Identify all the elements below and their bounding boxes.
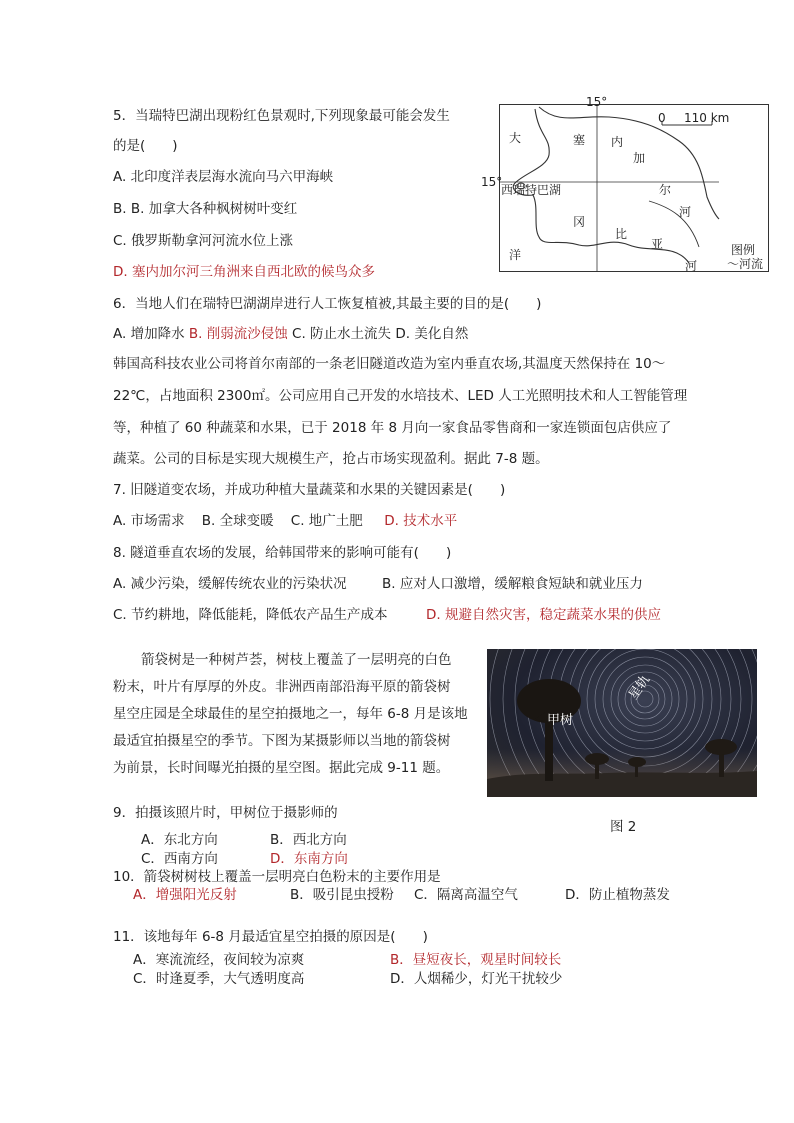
q7-options-row: [113, 509, 457, 529]
star-trail-photo: [487, 649, 757, 797]
map-label-da: 大: [509, 131, 522, 145]
q11-option-b-answer: B．昼短夜长，观星时间较长: [390, 952, 562, 968]
map-label-gang: 冈: [573, 215, 586, 229]
passage2-line4: 蔬菜。公司的目标是实现大规模生产，抢占市场实现盈利。据此 7-8 题。: [113, 451, 549, 467]
q9-option-a: A．东北方向: [141, 832, 218, 848]
q7-stem: 7. 旧隧道变农场，并成功种植大量蔬菜和水果的关键因素是( ): [113, 482, 506, 498]
q7-option-a: A. 市场需求: [113, 513, 185, 529]
map-latitude-label: 15°: [481, 175, 503, 189]
q10-stem: 10．箭袋树树枝上覆盖一层明亮白色粉末的主要作用是: [113, 869, 441, 885]
photo-caption: 图 2: [610, 819, 637, 835]
q8-option-a: A. 减少污染，缓解传统农业的污染状况: [113, 576, 347, 592]
q6-stem: 6．当地人们在瑞特巴湖湖岸进行人工恢复植被,其最主要的目的是( ): [113, 296, 542, 312]
q9-option-d-answer: D．东南方向: [270, 851, 348, 867]
map-label-yang: 洋: [509, 248, 522, 262]
q7-option-c: C. 地广土肥: [290, 513, 363, 529]
passage2-line2: 22℃，占地面积 2300㎡。公司应用自己开发的水培技术、LED 人工光照明技术和人工智能管理: [113, 388, 688, 404]
q6-option-d: D. 美化自然: [395, 326, 469, 342]
q8-option-b: B. 应对人口激增，缓解粮食短缺和就业压力: [382, 576, 643, 592]
q5-option-a: A. 北印度洋表层海水流向马六甲海峡: [113, 169, 334, 185]
q8-option-d-answer: D. 规避自然灾害，稳定蔬菜水果的供应: [426, 607, 661, 623]
q11-option-d: D．人烟稀少，灯光干扰较少: [390, 971, 563, 987]
map-longitude-label: 15°: [586, 95, 608, 109]
passage3-line4: 最适宜拍摄星空的季节。下图为某摄影师以当地的箭袋树: [113, 733, 451, 749]
map-label-he: 河: [679, 205, 692, 219]
map-legend-river: ～河流: [727, 257, 764, 271]
q5-option-d-answer: D. 塞内加尔河三角洲来自西北欧的候鸟众多: [113, 264, 375, 280]
q9-option-b: B．西北方向: [270, 832, 347, 848]
q11-option-c: C．时逢夏季，大气透明度高: [133, 971, 305, 987]
senegal-map-figure: [481, 95, 769, 273]
q7-option-b: B. 全球变暖: [201, 513, 274, 529]
q10-option-a-answer: A．增强阳光反射: [133, 887, 237, 903]
ground: [487, 771, 757, 797]
q8-stem: 8. 隧道垂直农场的发展，给韩国带来的影响可能有( ): [113, 545, 452, 561]
map-label-jia: 加: [633, 151, 646, 165]
q11-stem: 11．该地每年 6-8 月最适宜星空拍摄的原因是( ): [113, 929, 428, 945]
map-label-bi: 比: [615, 227, 628, 241]
q5-option-c: C. 俄罗斯勒拿河河流水位上涨: [113, 233, 294, 249]
map-label-xi: 西: [501, 183, 514, 197]
passage3-line3: 星空庄园是全球最佳的星空拍摄地之一，每年 6-8 月是该地: [113, 706, 468, 722]
q6-option-c: C. 防止水土流失: [292, 326, 392, 342]
q10-option-d: D．防止植物蒸发: [565, 887, 670, 903]
q6-options-row: [113, 322, 468, 342]
map-label-sai: 塞: [573, 133, 586, 147]
passage3-line1: 箭袋树是一种树芦荟，树枝上覆盖了一层明亮的白色: [141, 652, 452, 668]
q10-option-c: C．隔离高温空气: [414, 887, 518, 903]
q8-option-c: C. 节约耕地，降低能耗，降低农产品生产成本: [113, 607, 388, 623]
map-legend-title: 图例: [731, 243, 756, 257]
q7-option-d-answer: D. 技术水平: [384, 513, 458, 529]
map-label-er: 尔: [659, 183, 672, 197]
map-lake-label: 瑞特巴湖: [513, 183, 562, 197]
passage2-line3: 等，种植了 60 种蔬菜和水果，已于 2018 年 8 月向一家食品零售商和一家连锁面包店供应了: [113, 420, 672, 436]
photo-label-star-trail: 星轨: [626, 672, 654, 703]
q6-option-a: A. 增加降水: [113, 326, 185, 342]
star-trail-svg: [487, 649, 757, 797]
q10-option-b: B．吸引昆虫授粉: [290, 887, 394, 903]
q5-option-b: B. B. 加拿大各种枫树树叶变红: [113, 201, 298, 217]
map-scale-label: 110 km: [684, 111, 730, 125]
photo-label-tree: 甲树: [547, 713, 574, 728]
map-scale-zero: 0: [658, 111, 666, 125]
passage3-line5: 为前景，长时间曝光拍摄的星空图。据此完成 9-11 题。: [113, 760, 450, 776]
q9-option-c: C．西南方向: [141, 851, 218, 867]
q6-option-b-answer: B. 削弱流沙侵蚀: [188, 326, 288, 342]
map-label-ya: 亚: [651, 237, 664, 251]
map-label-he2: 河: [685, 259, 698, 273]
passage2-line1: 韩国高科技农业公司将首尔南部的一条老旧隧道改造为室内垂直农场,其温度天然保持在 10～: [113, 356, 666, 372]
passage3-line2: 粉末，叶片有厚厚的外皮。非洲西南部沿海平原的箭袋树: [113, 679, 451, 695]
map-label-nei: 内: [611, 135, 624, 149]
q9-stem: 9．拍摄该照片时，甲树位于摄影师的: [113, 805, 338, 821]
q5-stem-line2: 的是( ): [113, 138, 178, 154]
q11-option-a: A．寒流流经，夜间较为凉爽: [133, 952, 305, 968]
q5-stem-line1: 5．当瑞特巴湖出现粉红色景观时,下列现象最可能会发生: [113, 108, 450, 124]
